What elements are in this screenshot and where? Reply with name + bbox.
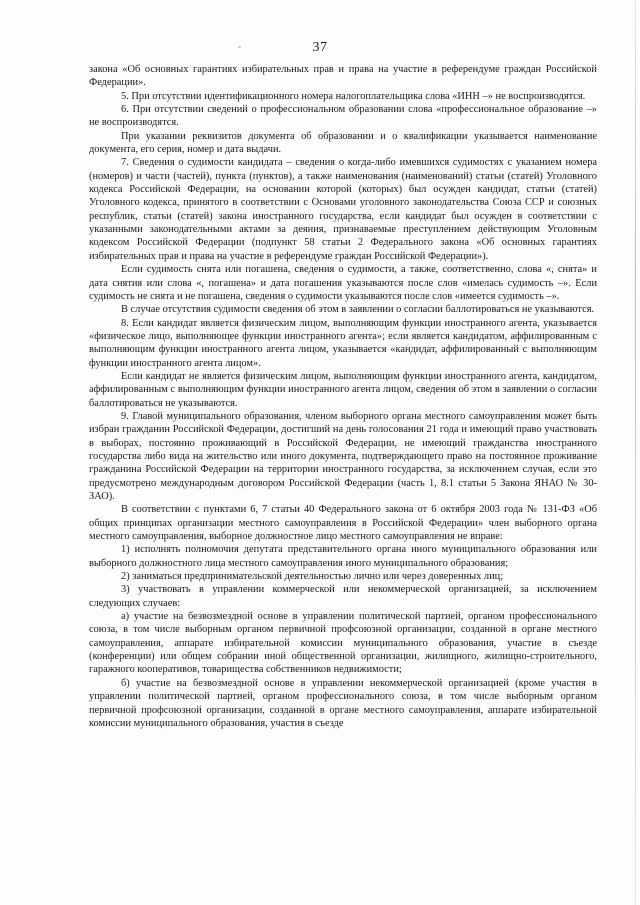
paragraph-14: 3) участвовать в управлении коммерческой или некоммерческой организацией, за исключением следующих случаев: <box>89 584 597 609</box>
paragraph-9: Если кандидат не является физическим лицом, выполняющим функции иностранного агента, кандидатом, аффилированным с выполняющим функции иностранного агента лицом, сведения об этом в заявлении о согласии баллотироваться не указываются. <box>89 370 597 409</box>
paragraph-6: Если судимость снята или погашена, сведения о судимости, а также, соответственно, слова «, снята» и дата снятия или слова «, погашена» и дата погашения указываются после слов «имелась судимость –». Если судимость не снята и не погашена, сведения о судимости указываются после слов «имеется судимость –». <box>89 264 597 302</box>
paragraph-3: 6. При отсутствии сведений о профессиональном образовании слова «профессиональное образование –» не воспроизводятся. <box>89 104 597 129</box>
paragraph-2: 5. При отсутствии идентификационного номера налогоплательщика слова «ИНН –» не воспроизводятся. <box>121 90 586 102</box>
paragraph-1: закона «Об основных гарантиях избирательных прав и права на участие в референдуме граждан Российской Федерации». <box>89 64 597 89</box>
paragraph-15: а) участие на безвозмездной основе в управлении политической партией, органом профессионального союза, в том числе выборным органом первичной профсоюзной организации, созданной в органе местного самоуправления, аппарате избирательной комиссии муниципального образования, участие в съезде (конференции) или общем собрании иной общественной организации, жилищного, жилищно-строительного, гаражного кооперативов, товарищества собственников недвижимости; <box>89 611 597 676</box>
paragraph-4: При указании реквизитов документа об образовании и о квалификации указывается наименование документа, его серия, номер и дата выдачи. <box>89 130 597 156</box>
paragraph-11: В соответствии с пунктами 6, 7 статьи 40 Федерального закона от 6 октября 2003 года № 131-ФЗ «Об общих принципах организации местного самоуправления в Российской Федерации» член выборного органа местного самоуправления, выборное должностное лицо местного самоуправления не вправе: <box>89 504 597 543</box>
paragraph-12: 1) исполнять полномочия депутата представительного органа иного муниципального образования или выборного должностного лица местного самоуправления иного муниципального образования; <box>89 544 597 569</box>
paragraph-5: 7. Сведения о судимости кандидата – сведения о когда-либо имевшихся судимостях с указанием номера (номеров) и части (частей), пункта (пунктов), а также наименования (наименований) статьи (статей) Уголовного кодекса Российской Федерации, на основании которой (которых) был осужден кандидат, статьи (статей) Уголовного кодекса, принятого в соответствии с Основами уголовного законодательства Союза ССР и союзных республик, статьи (статей) закона иностранного государства, если кандидат был осужден в соответствии с указанными законодательными актами за деяния, признаваемые преступлением действующим Уголовным кодексом Российской Федерации (подпункт 58 статьи 2 Федерального закона «Об основных гарантиях избирательных прав и права на участие в референдуме граждан Российской Федерации»). <box>89 157 597 262</box>
paragraph-10: 9. Главой муниципального образования, членом выборного органа местного самоуправления может быть избран гражданин Российской Федерации, достигший на день голосования 21 года и имеющий право участвовать в выборах, постоянно проживающий в Российской Федерации, не имеющий гражданства иностранного государства либо вида на жительство или иного документа, подтверждающего право на постоянное проживание гражданина Российской Федерации на территории иностранного государства, за исключением случая, если это предусмотрено международным договором Российской Федерации (часть 1, 8.1 статьи 5 Закона ЯНАО № 30-ЗАО). <box>89 410 597 502</box>
scan-edge-line <box>635 0 636 905</box>
paragraph-8: 8. Если кандидат является физическим лицом, выполняющим функции иностранного агента, указывается «физическое лицо, выполняющее функции иностранного агента»; если является кандидатом, аффилированным с выполняющим функции иностранного агента лицом, указывается «кандидат, аффилированный с выполняющим функции иностранного агента лицом». <box>89 317 597 369</box>
page-number: 37 <box>312 40 328 55</box>
paragraph-13: 2) заниматься предпринимательской деятельностью лично или через доверенных лиц; <box>121 571 504 583</box>
paragraph-16: б) участие на безвозмездной основе в управлении некоммерческой организацией (кроме участия в управлении политической партией, органом профессионального союза, в том числе выборным органом первичной профсоюзной организации, созданной в органе местного самоуправления, аппарате избирательной комиссии муниципального образования, участия в съезде <box>89 677 597 729</box>
document-body <box>89 63 597 730</box>
paragraph-7: В случае отсутствия судимости сведения об этом в заявлении о согласии баллотироваться не указываются. <box>121 304 595 316</box>
